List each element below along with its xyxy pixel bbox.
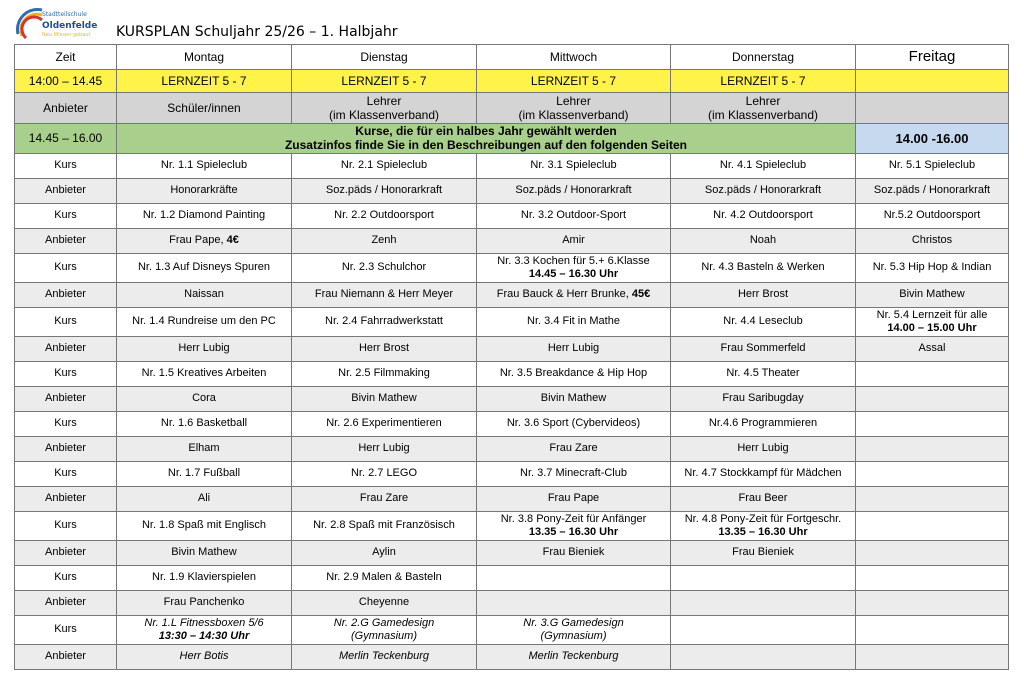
kurs-row [15, 361, 1009, 386]
kurs-cell-di [292, 411, 477, 436]
anbieter-cell-fr [856, 644, 1009, 669]
lernzeit-anbieter-di [292, 93, 477, 124]
kurs-title: Nr. 3.1 Spieleclub [530, 159, 617, 172]
anbieter-name: Frau Sommerfeld [720, 342, 806, 355]
anbieter-cell-mi [477, 228, 671, 253]
anbieter-row [15, 486, 1009, 511]
kurs-cell-mi [477, 153, 671, 178]
anbieter-cell-di [292, 540, 477, 565]
kurs-title: Nr. 1.6 Basketball [160, 417, 248, 430]
logo-line-1: Stadtteilschule [42, 11, 87, 18]
anbieter-cell-mo [117, 228, 292, 253]
anbieter-row [15, 436, 1009, 461]
anbieter-name: Cora [192, 392, 216, 405]
kurs-cell-mo [117, 203, 292, 228]
anbieter-name: Naissan [184, 288, 224, 301]
kurs-cell-di [292, 253, 477, 282]
document-title: KURSPLAN Schuljahr 25/26 – 1. Halbjahr [116, 24, 398, 40]
kurs-title: Nr. 3.4 Fit in Mathe [527, 315, 620, 328]
kurs-title: Nr. 4.1 Spieleclub [719, 159, 807, 172]
kurs-title: Nr. 2.7 LEGO [350, 467, 418, 480]
kurs-cell-mo [117, 361, 292, 386]
anbieter-name: Frau Saribugday [722, 392, 804, 405]
kurs-row [15, 615, 1009, 644]
kurs-time: 14.00 – 15.00 Uhr [887, 321, 977, 334]
anbieter-cell-mo [117, 436, 292, 461]
kurs-cell-di [292, 361, 477, 386]
kurs-cell-di [292, 153, 477, 178]
anbieter-name: Frau Pape, [169, 234, 227, 247]
kurs-title: Nr. 2.3 Schulchor [341, 261, 427, 274]
anbieter-mi-line-1: Lehrer [556, 93, 591, 108]
lernzeit-mo: LERNZEIT 5 - 7 [117, 70, 292, 93]
anbieter-cell-di [292, 178, 477, 203]
anbieter-name: Herr Botis [179, 650, 229, 663]
kurs-row [15, 411, 1009, 436]
anbieter-row [15, 282, 1009, 307]
kurs-title: Nr. 2.G Gamedesign [333, 616, 435, 629]
kurs-label: Kurs [15, 615, 117, 644]
kurs-title: Nr. 1.3 Auf Disneys Spuren [137, 261, 271, 274]
anbieter-price: 4€ [226, 234, 239, 247]
anbieter-name: Bivin Mathew [540, 392, 607, 405]
kurs-title: Nr. 3.5 Breakdance & Hip Hop [499, 367, 648, 380]
kurs-label: Kurs [15, 153, 117, 178]
kurs-label: Kurs [15, 565, 117, 590]
kurs-cell-mi [477, 203, 671, 228]
anbieter-name: Amir [562, 234, 585, 247]
kurs-cell-fr [856, 203, 1009, 228]
anbieter-name: Christos [911, 234, 953, 247]
kurs-title: Nr. 1.8 Spaß mit Englisch [141, 519, 267, 532]
anbieter-name: Aylin [372, 546, 396, 559]
kurs-title: Nr. 3.6 Sport (Cybervideos) [506, 417, 641, 430]
kurs-title: Nr. 1.2 Diamond Painting [142, 209, 266, 222]
col-header-freitag: Freitag [856, 45, 1009, 70]
kurs-label: Kurs [15, 253, 117, 282]
kurs-label: Kurs [15, 511, 117, 540]
kurs-cell-mi [477, 565, 671, 590]
kurs-row [15, 511, 1009, 540]
kurs-cell-do [671, 411, 856, 436]
anbieter-row [15, 178, 1009, 203]
anbieter-cell-di [292, 590, 477, 615]
anbieter-di-line-2: (im Klassenverband) [328, 108, 440, 122]
anbieter-cell-mi [477, 178, 671, 203]
kurs-cell-fr [856, 361, 1009, 386]
kurs-title: Nr. 4.4 Leseclub [723, 315, 803, 328]
lernzeit-anbieter-row [15, 93, 1009, 124]
col-header-dienstag: Dienstag [292, 45, 477, 70]
anbieter-cell-mo [117, 590, 292, 615]
anbieter-name: Soz.päds / Honorarkraft [873, 184, 991, 197]
kurs-title: Nr. 2.5 Filmmaking [338, 367, 430, 380]
anbieter-cell-do [671, 590, 856, 615]
anbieter-cell-fr [856, 540, 1009, 565]
anbieter-cell-do [671, 386, 856, 411]
kurs-cell-fr [856, 511, 1009, 540]
anbieter-label: Anbieter [15, 386, 117, 411]
kurs-cell-mi [477, 411, 671, 436]
kurs-cell-do [671, 253, 856, 282]
kurs-title: Nr. 1.L Fitnessboxen 5/6 [144, 616, 264, 629]
kurs-time: 13:30 – 14:30 Uhr [158, 629, 250, 642]
anbieter-name: Cheyenne [358, 596, 410, 609]
kurs-title: Nr. 3.G Gamedesign [523, 616, 624, 629]
course-plan-table [14, 44, 1009, 670]
anbieter-cell-di [292, 386, 477, 411]
anbieter-cell-mo [117, 644, 292, 669]
lernzeit-anbieter-label: Anbieter [15, 93, 117, 124]
anbieter-name: Herr Lubig [737, 442, 789, 455]
kurs-cell-mi [477, 461, 671, 486]
kurs-time: 14.45 – 16.30 Uhr [528, 267, 619, 280]
anbieter-cell-do [671, 436, 856, 461]
kurs-title: Nr. 3.7 Minecraft-Club [520, 467, 627, 480]
anbieter-cell-do [671, 336, 856, 361]
anbieter-cell-do [671, 228, 856, 253]
anbieter-cell-mi [477, 644, 671, 669]
anbieter-cell-di [292, 644, 477, 669]
kurs-cell-mi [477, 361, 671, 386]
logo-line-2: Oldenfelde [42, 21, 98, 31]
kurs-title: Nr. 3.3 Kochen für 5.+ 6.Klasse [497, 254, 650, 267]
kurs-cell-do [671, 565, 856, 590]
lernzeit-do: LERNZEIT 5 - 7 [671, 70, 856, 93]
anbieter-cell-fr [856, 436, 1009, 461]
kurs-cell-do [671, 461, 856, 486]
kurs-cell-do [671, 203, 856, 228]
anbieter-cell-fr [856, 228, 1009, 253]
lernzeit-time: 14:00 – 14.45 [15, 70, 117, 93]
kurs-cell-do [671, 511, 856, 540]
anbieter-cell-mi [477, 540, 671, 565]
anbieter-name: Honorarkräfte [170, 184, 238, 197]
anbieter-name: Frau Niemann & Herr Meyer [314, 288, 454, 301]
anbieter-name: Herr Lubig [178, 342, 230, 355]
kurs-title: Nr. 4.3 Basteln & Werken [701, 261, 825, 274]
kurs-row [15, 153, 1009, 178]
anbieter-name: Herr Lubig [358, 442, 410, 455]
kurs-cell-fr [856, 253, 1009, 282]
kurs-row [15, 461, 1009, 486]
anbieter-cell-fr [856, 282, 1009, 307]
kurs-title: Nr. 5.3 Hip Hop & Indian [872, 261, 992, 274]
kurs-title: Nr. 3.2 Outdoor-Sport [520, 209, 627, 222]
kurs-cell-mi [477, 253, 671, 282]
kurse-banner-time: 14.45 – 16.00 [15, 124, 117, 154]
kurs-cell-mi [477, 307, 671, 336]
anbieter-name: Frau Bieniek [542, 546, 605, 559]
anbieter-name: Merlin Teckenburg [528, 650, 619, 663]
kurs-cell-fr [856, 411, 1009, 436]
anbieter-cell-di [292, 228, 477, 253]
col-header-donnerstag: Donnerstag [671, 45, 856, 70]
lernzeit-mi: LERNZEIT 5 - 7 [477, 70, 671, 93]
kurs-cell-mo [117, 253, 292, 282]
anbieter-name: Bivin Mathew [899, 288, 965, 301]
anbieter-name: Frau Zare [359, 492, 409, 505]
kurse-banner-line-2: Zusatzinfos finde Sie in den Beschreibungen auf den folgenden Seiten [284, 138, 688, 153]
kurs-cell-mo [117, 565, 292, 590]
kurs-cell-mi [477, 615, 671, 644]
anbieter-name: Assal [918, 342, 946, 355]
kurs-title: Nr. 2.2 Outdoorsport [334, 209, 434, 222]
anbieter-label: Anbieter [15, 282, 117, 307]
kurse-banner-text [117, 124, 856, 154]
anbieter-name: Soz.päds / Honorarkraft [325, 184, 443, 197]
lernzeit-anbieter-fr [856, 93, 1009, 124]
kurs-title: Nr. 3.8 Pony-Zeit für Anfänger [500, 512, 647, 525]
anbieter-label: Anbieter [15, 486, 117, 511]
anbieter-cell-do [671, 178, 856, 203]
anbieter-cell-di [292, 336, 477, 361]
logo-line-3: Neu Wissen gebaut [42, 32, 91, 38]
col-header-montag: Montag [117, 45, 292, 70]
anbieter-name: Frau Panchenko [163, 596, 245, 609]
kurs-title: Nr. 1.9 Klavierspielen [152, 571, 256, 584]
kurs-cell-di [292, 511, 477, 540]
anbieter-cell-fr [856, 178, 1009, 203]
anbieter-name: Zenh [371, 234, 397, 247]
kurs-title: Nr. 2.1 Spieleclub [340, 159, 428, 172]
kurs-subtitle: (Gymnasium) [540, 629, 607, 642]
kurs-title: Nr. 4.8 Pony-Zeit für Fortgeschr. [684, 512, 842, 525]
anbieter-do-line-1: Lehrer [745, 93, 781, 108]
anbieter-cell-fr [856, 336, 1009, 361]
anbieter-cell-mo [117, 178, 292, 203]
kurs-title: Nr. 4.5 Theater [726, 367, 800, 380]
col-header-mittwoch: Mittwoch [477, 45, 671, 70]
kurs-title: Nr. 2.8 Spaß mit Französisch [313, 519, 455, 532]
lernzeit-anbieter-mi [477, 93, 671, 124]
kurs-row [15, 565, 1009, 590]
anbieter-row [15, 644, 1009, 669]
kurs-cell-di [292, 307, 477, 336]
anbieter-cell-mi [477, 486, 671, 511]
anbieter-cell-mi [477, 282, 671, 307]
kurs-cell-fr [856, 461, 1009, 486]
kurs-label: Kurs [15, 203, 117, 228]
lernzeit-anbieter-do [671, 93, 856, 124]
kurse-banner-row [15, 124, 1009, 154]
col-header-zeit: Zeit [15, 45, 117, 70]
kurs-cell-mo [117, 153, 292, 178]
kurs-cell-di [292, 203, 477, 228]
lernzeit-di: LERNZEIT 5 - 7 [292, 70, 477, 93]
anbieter-cell-do [671, 282, 856, 307]
anbieter-name: Frau Zare [549, 442, 598, 455]
header-row [15, 45, 1009, 70]
anbieter-name: Noah [749, 234, 777, 247]
anbieter-cell-mo [117, 282, 292, 307]
kurs-row [15, 307, 1009, 336]
anbieter-label: Anbieter [15, 540, 117, 565]
kurs-cell-do [671, 615, 856, 644]
school-logo [12, 4, 98, 44]
anbieter-cell-mo [117, 540, 292, 565]
anbieter-cell-do [671, 644, 856, 669]
anbieter-name: Frau Bauck & Herr Brunke, [496, 288, 632, 301]
kurs-title: Nr. 4.2 Outdoorsport [713, 209, 813, 222]
kurs-cell-fr [856, 153, 1009, 178]
kurs-title: Nr. 1.4 Rundreise um den PC [132, 315, 276, 328]
kurs-cell-mo [117, 307, 292, 336]
kurs-row [15, 203, 1009, 228]
anbieter-di-line-1: Lehrer [366, 93, 402, 108]
lernzeit-row [15, 70, 1009, 93]
kurs-title: Nr.4.6 Programmieren [708, 417, 818, 430]
anbieter-price: 45€ [631, 288, 651, 301]
kurs-title: Nr. 1.7 Fußball [167, 467, 241, 480]
anbieter-name: Frau Bieniek [732, 546, 794, 559]
anbieter-row [15, 386, 1009, 411]
anbieter-name: Soz.päds / Honorarkraft [515, 184, 632, 197]
anbieter-name: Soz.päds / Honorarkraft [704, 184, 822, 197]
kurs-subtitle: (Gymnasium) [350, 629, 417, 642]
anbieter-row [15, 336, 1009, 361]
kurs-cell-mo [117, 411, 292, 436]
lernzeit-anbieter-mo: Schüler/innen [117, 93, 292, 124]
kurs-title: Nr. 2.6 Experimentieren [326, 417, 442, 430]
anbieter-label: Anbieter [15, 336, 117, 361]
anbieter-cell-mi [477, 590, 671, 615]
kurse-banner-friday-time: 14.00 -16.00 [856, 124, 1009, 154]
kurs-title: Nr. 5.4 Lernzeit für alle [876, 308, 988, 321]
anbieter-cell-mi [477, 436, 671, 461]
anbieter-label: Anbieter [15, 436, 117, 461]
kurs-title: Nr. 1.1 Spieleclub [160, 159, 248, 172]
anbieter-cell-fr [856, 486, 1009, 511]
kurs-cell-do [671, 307, 856, 336]
lernzeit-fr [856, 70, 1009, 93]
kurs-cell-do [671, 361, 856, 386]
kurs-time: 13.35 – 16.30 Uhr [718, 525, 808, 538]
anbieter-do-line-2: (im Klassenverband) [707, 108, 819, 122]
anbieter-row [15, 540, 1009, 565]
anbieter-name: Bivin Mathew [351, 392, 417, 405]
kurs-time: 13.35 – 16.30 Uhr [528, 525, 619, 538]
kurs-cell-di [292, 565, 477, 590]
kurs-label: Kurs [15, 411, 117, 436]
anbieter-cell-do [671, 540, 856, 565]
kurse-banner-line-1: Kurse, die für ein halbes Jahr gewählt werden [355, 124, 617, 138]
kurs-title: Nr. 1.5 Kreatives Arbeiten [141, 367, 267, 380]
anbieter-label: Anbieter [15, 228, 117, 253]
anbieter-cell-mo [117, 486, 292, 511]
kurs-label: Kurs [15, 361, 117, 386]
anbieter-cell-fr [856, 386, 1009, 411]
kurs-cell-fr [856, 565, 1009, 590]
anbieter-label: Anbieter [15, 178, 117, 203]
anbieter-name: Elham [188, 442, 220, 455]
anbieter-name: Herr Brost [737, 288, 789, 301]
anbieter-cell-mi [477, 386, 671, 411]
anbieter-name: Frau Pape [547, 492, 600, 505]
kurs-cell-di [292, 461, 477, 486]
anbieter-cell-do [671, 486, 856, 511]
kurs-cell-mo [117, 461, 292, 486]
anbieter-row [15, 590, 1009, 615]
kurs-row [15, 253, 1009, 282]
anbieter-cell-di [292, 282, 477, 307]
kurs-cell-di [292, 615, 477, 644]
anbieter-name: Ali [197, 492, 211, 505]
anbieter-cell-di [292, 436, 477, 461]
kurs-title: Nr.5.2 Outdoorsport [883, 209, 981, 222]
anbieter-name: Frau Beer [738, 492, 788, 505]
kurs-cell-fr [856, 307, 1009, 336]
kurs-title: Nr. 2.9 Malen & Basteln [326, 571, 442, 584]
anbieter-name: Herr Lubig [547, 342, 600, 355]
kurs-cell-mo [117, 511, 292, 540]
anbieter-label: Anbieter [15, 590, 117, 615]
kurs-cell-mi [477, 511, 671, 540]
kurs-title: Nr. 5.1 Spieleclub [888, 159, 976, 172]
anbieter-name: Herr Brost [358, 342, 410, 355]
anbieter-cell-fr [856, 590, 1009, 615]
kurs-label: Kurs [15, 461, 117, 486]
kurs-cell-mo [117, 615, 292, 644]
kurs-label: Kurs [15, 307, 117, 336]
anbieter-cell-mi [477, 336, 671, 361]
anbieter-label: Anbieter [15, 644, 117, 669]
anbieter-name: Bivin Mathew [171, 546, 237, 559]
kurs-cell-fr [856, 615, 1009, 644]
anbieter-cell-mo [117, 336, 292, 361]
anbieter-row [15, 228, 1009, 253]
kurs-title: Nr. 2.4 Fahrradwerkstatt [325, 315, 443, 328]
anbieter-cell-mo [117, 386, 292, 411]
anbieter-mi-line-2: (im Klassenverband) [518, 108, 629, 122]
kurs-cell-do [671, 153, 856, 178]
anbieter-cell-di [292, 486, 477, 511]
kurs-title: Nr. 4.7 Stockkampf für Mädchen [684, 467, 842, 480]
anbieter-name: Merlin Teckenburg [338, 650, 430, 663]
